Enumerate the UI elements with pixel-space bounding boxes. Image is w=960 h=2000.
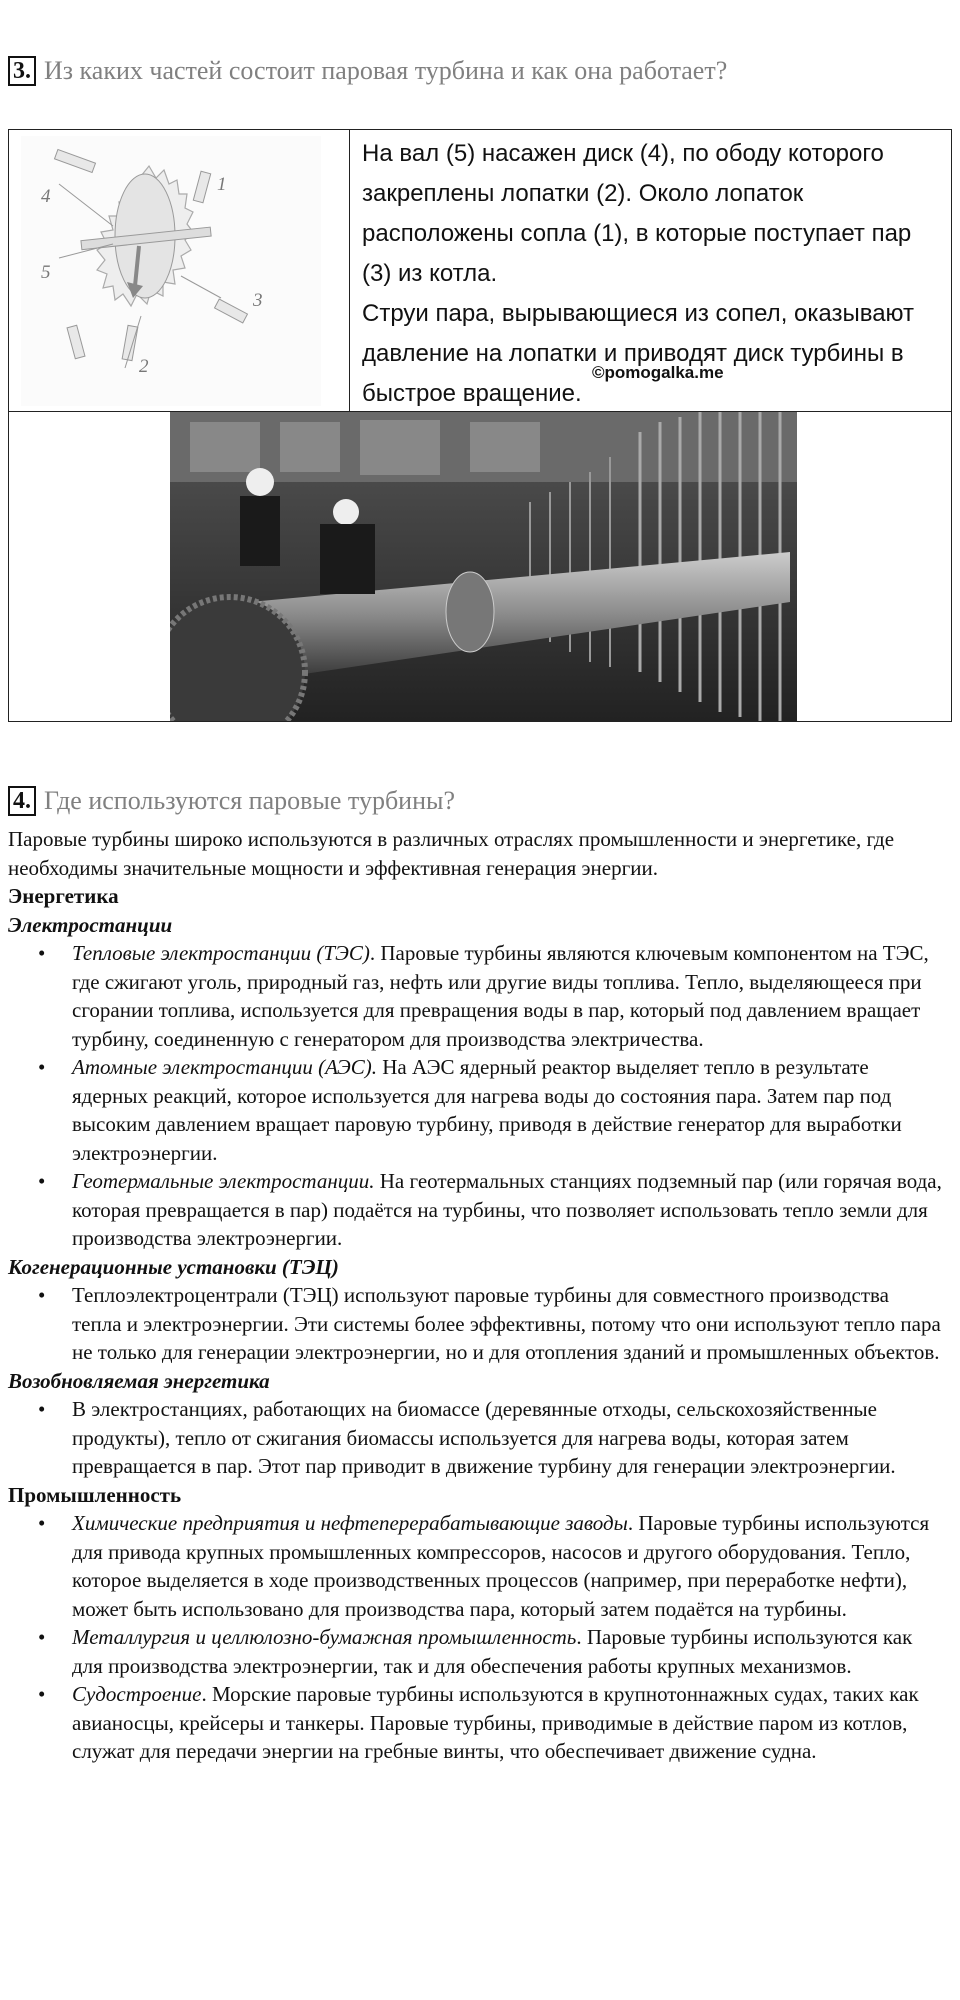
list-item: • Судостроение. Морские паровые турбины используются в крупнотоннажных судах, таких как авианосцы, крейсеры и танкеры. Паровые турбины, приводимые в действие паром из котлов, служат для передачи энергии на гребные винты, что обеспечивает движение судна. xyxy=(38,1682,919,1763)
list-item: • Теплоэлектроцентрали (ТЭЦ) используют паровые турбины для совместного производства тепла и электроэнергии. Эти системы более эффективны, потому что они используют тепло пара не только для генерации электроэнергии, но и для отопления зданий и промышленных объектов. xyxy=(38,1283,941,1364)
answer-table xyxy=(8,129,952,722)
diagram-label-1: 1 xyxy=(217,174,227,195)
intro-paragraph: Паровые турбины широко используются в различных отраслях промышленности и энергетике, где необходимы значительные мощности и эффективная генерация энергии. xyxy=(8,827,895,880)
list-item: • Химические предприятия и нефтеперерабатывающие заводы. Паровые турбины используются для привода крупных промышленных компрессоров, насосов и другого оборудования. Тепло, которое выделяется в ходе производственных процессов (например, при переработке нефти), может быть использовано для производства пара, который затем подаётся на турбины. xyxy=(38,1511,930,1621)
section-heading-energy: Энергетика xyxy=(8,884,119,908)
subsection-heading-chp: Когенерационные установки (ТЭЦ) xyxy=(8,1254,339,1279)
list-item: • Атомные электростанции (АЭС). На АЭС ядерный реактор выделяет тепло в результате ядерных реакций, которое используется для нагрева воды до состояния пара. Затем пар под высоким давлением вращает паровую турбину, приводя в действие генератор для выработки электроэнергии. xyxy=(38,1055,902,1165)
question-number: 3. xyxy=(8,56,36,86)
subsection-heading-renewable: Возобновляемая энергетика xyxy=(8,1368,270,1393)
question-title: Где используются паровые турбины? xyxy=(44,786,456,815)
answer-paragraph-2: Струи пара, вырывающиеся из сопел, оказывают давление на лопатки и приводят диск турбины в быстрое вращение. xyxy=(362,300,915,407)
question-4-heading xyxy=(8,786,455,816)
question-3-heading xyxy=(8,56,727,86)
section-heading-industry: Промышленность xyxy=(8,1482,182,1507)
list-item: • Металлургия и целлюлозно-бумажная промышленность. Паровые турбины используются как для производства электроэнергии, так и для обеспечения работы крупных механизмов. xyxy=(38,1625,913,1678)
turbine-diagram xyxy=(21,136,321,406)
diagram-label-5: 5 xyxy=(41,262,51,283)
turbine-photo xyxy=(170,412,797,721)
diagram-label-3: 3 xyxy=(253,290,263,311)
list-item: • Геотермальные электростанции. На геотермальных станциях подземный пар (или горячая вода, которая превращается в пар) подаётся на турбины, что позволяет использовать тепло земли для производства электроэнергии. xyxy=(38,1169,942,1250)
list-item: • В электростанциях, работающих на биомассе (деревянные отходы, сельскохозяйственные продукты), тепло от сжигания биомассы используется для нагрева воды, которая затем превращается в пар. Этот пар приводит в движение турбину для генерации электроэнергии. xyxy=(38,1397,896,1478)
answer-body xyxy=(8,825,952,1766)
diagram-label-4: 4 xyxy=(41,186,51,207)
subsection-heading-plants: Электростанции xyxy=(8,912,173,937)
question-number: 4. xyxy=(8,786,36,816)
turbine-diagram-cell xyxy=(9,130,350,412)
diagram-label-2: 2 xyxy=(139,356,149,377)
list-item: • Тепловые электростанции (ТЭС). Паровые турбины являются ключевым компонентом на ТЭС, где сжигают уголь, природный газ, нефть или другие виды топлива. Тепло, выделяющееся при сгорании топлива, используется для превращения воды в пар, который под давлением вращает турбину, соединенную с генератором для производства электричества. xyxy=(38,941,929,1051)
watermark: ©pomogalka.me xyxy=(592,363,724,382)
question-title: Из каких частей состоит паровая турбина и как она работает? xyxy=(44,56,728,85)
answer-paragraph-1: На вал (5) насажен диск (4), по ободу которого закреплены лопатки (2). Около лопаток расположены сопла (1), в которые поступает пар (3) из котла. xyxy=(362,140,912,287)
